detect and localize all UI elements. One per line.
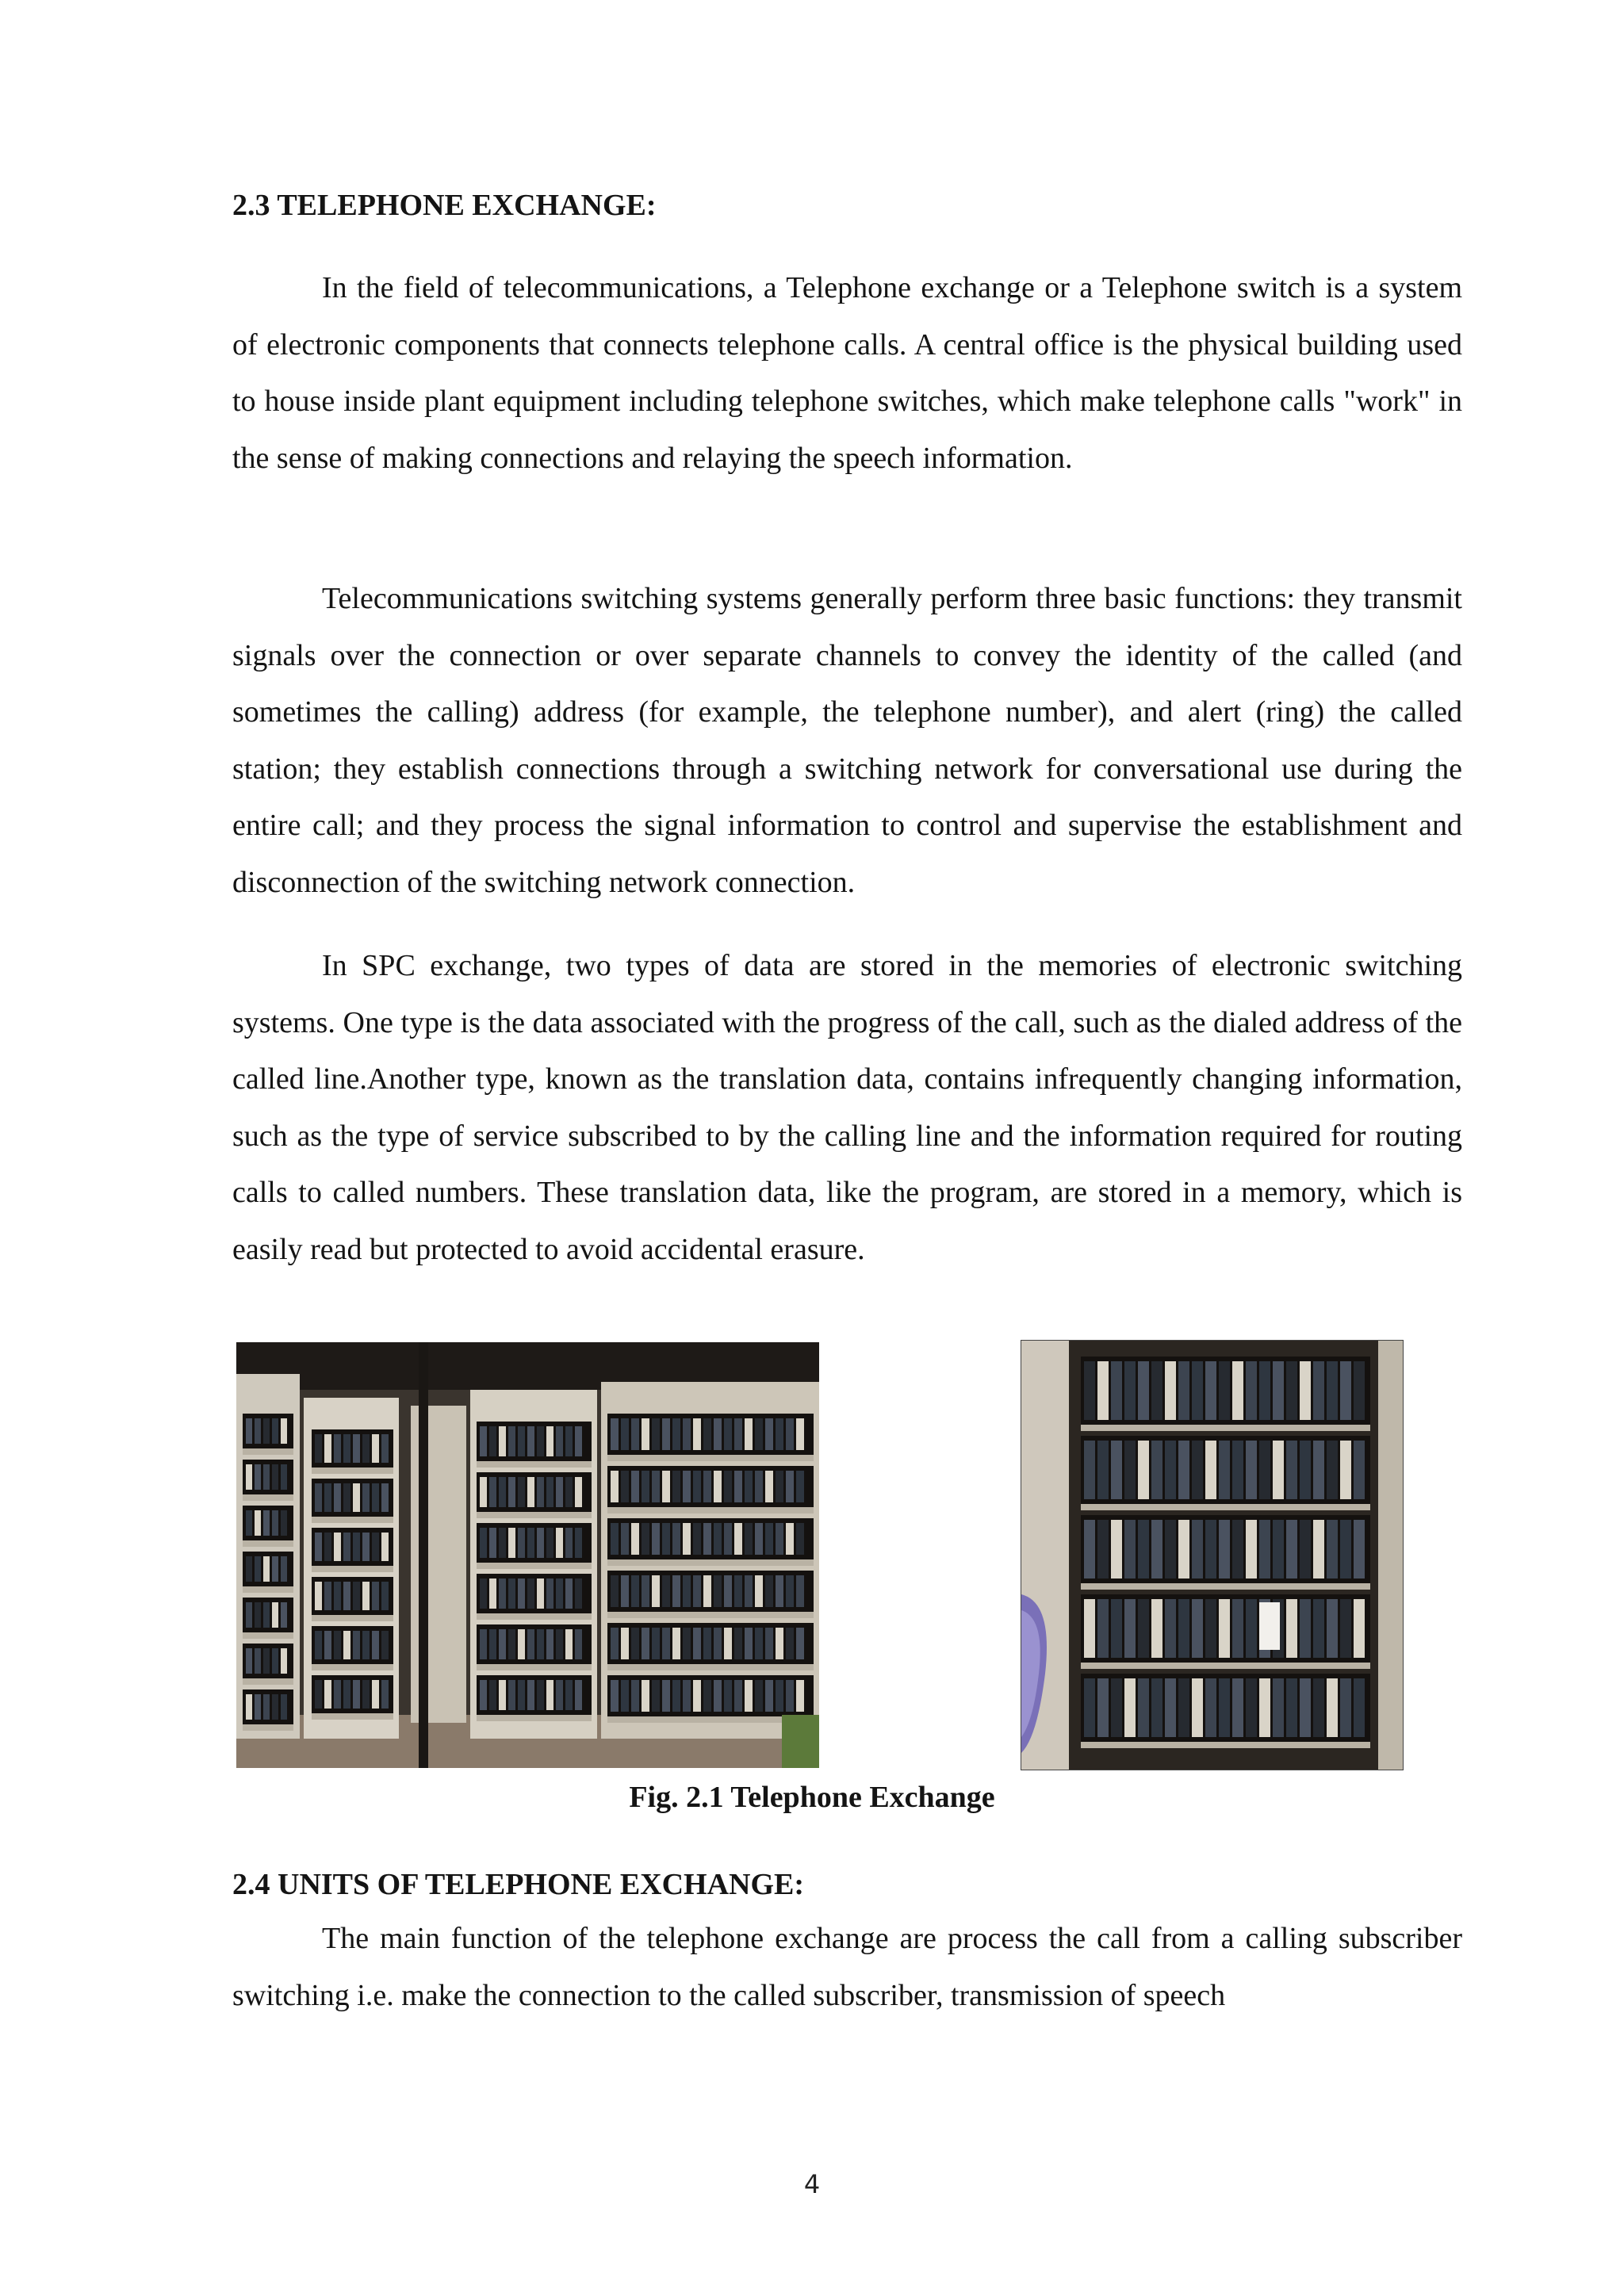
section-heading-units-of-telephone-exchange: 2.4 UNITS OF TELEPHONE EXCHANGE: [232, 1868, 805, 1901]
paragraph-switching-functions: Telecommunications switching systems generally perform three basic functions: they transmit signals over the connection or over separate channels to convey the identity of the called (and sometimes the calling) address (for example, the telephone number), and alert (ring) the called station; they establish connections through a switching network for conversational use during the entire call; and they process the signal information to control and supervise the establishment and disconnection of the switching network connection. [232, 582, 1462, 899]
paragraph-units-intro: The main function of the telephone exchange are process the call from a calling subscriber switching i.e. make the connection to the called subscriber, transmission of speech [232, 1922, 1462, 2012]
paragraph-spc-data: In SPC exchange, two types of data are stored in the memories of electronic switching systems. One type is the data associated with the progress of the call, such as the dialed address of the called line.Another type, known as the translation data, contains infrequently changing information, such as the type of service subscribed to by the calling line and the information required for routing calls to called numbers. These translation data, like the program, are stored in a memory, which is easily read but protected to avoid accidental erasure. [232, 949, 1462, 1266]
figure-caption: Fig. 2.1 Telephone Exchange [629, 1781, 995, 1814]
exchange-racks-photo [236, 1342, 819, 1768]
page-number: 4 [803, 2169, 821, 2199]
paragraph-intro: In the field of telecommunications, a Telephone exchange or a Telephone switch is a system of electronic components that connects telephone calls. A central office is the physical building used to house inside plant equipment including telephone switches, which make telephone calls "work" in the sense of making connections and relaying the speech information. [232, 271, 1462, 475]
section-heading-telephone-exchange: 2.3 TELEPHONE EXCHANGE: [232, 189, 657, 222]
exchange-cabinet-photo [1021, 1341, 1403, 1770]
